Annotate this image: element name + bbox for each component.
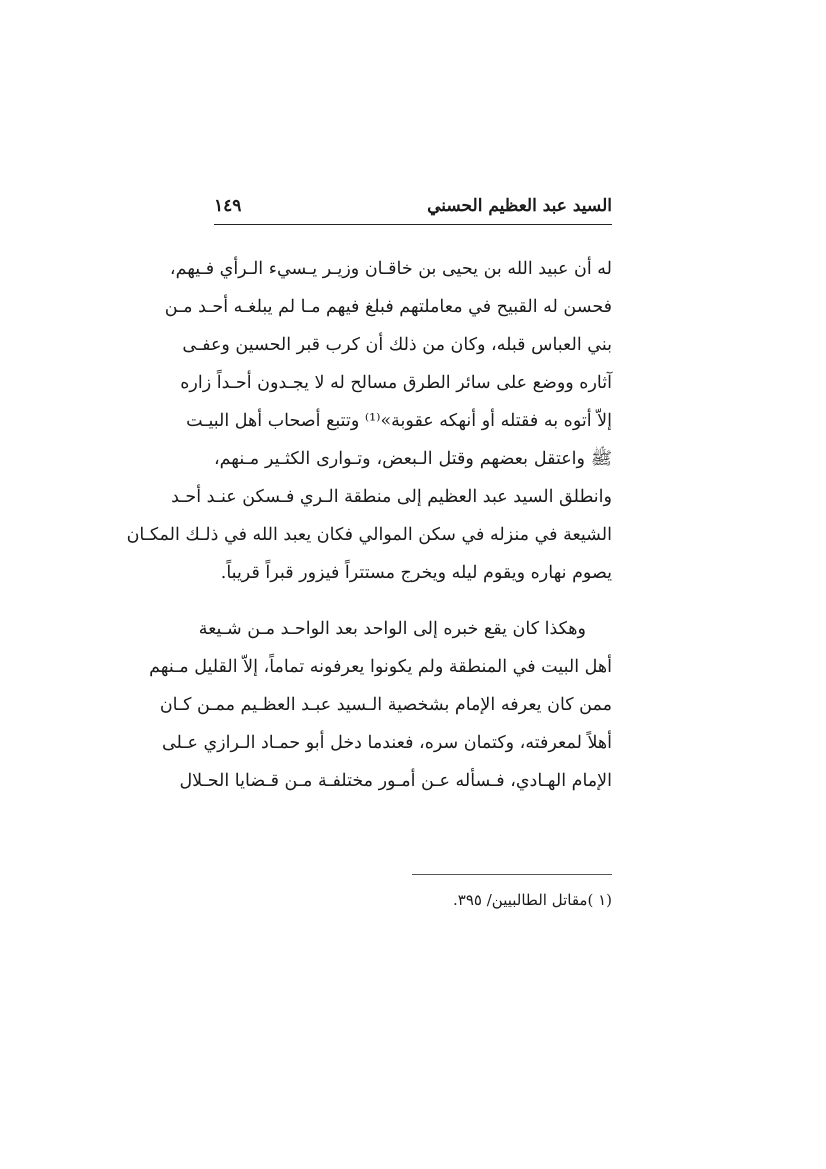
text-line: أهل البيت في المنطقة ولم يكونوا يعرفونه تماماً، إلاّ القليل مـنهم [149, 657, 612, 677]
text-line: إلاّ أتوه به فقتله أو أنهكه عقوبة»⁽¹⁾ وتتبع أصحاب أهل البيـت [186, 411, 612, 431]
paragraph-gap [214, 592, 612, 610]
footnote-rule [412, 874, 612, 875]
text-line: ﷺ واعتقل بعضهم وقتل الـبعض، وتـوارى الكثـير مـنهم، [214, 449, 612, 469]
page-header [214, 192, 612, 222]
text-line: فحسن له القبيح في معاملتهم فبلغ فيهم مـا لم يبلغـه أحـد مـن [164, 297, 612, 317]
text-line: الإمام الهـادي، فـسأله عـن أمـور مختلفـة مـن قـضايا الحـلال [179, 771, 612, 791]
paragraph-1 [126, 250, 612, 592]
paragraph-2 [149, 610, 612, 800]
text-line: وهكذا كان يقع خبره إلى الواحد بعد الواحـد مـن شـيعة [198, 619, 586, 639]
footnote: (١ )مقاتل الطالبيين/ ٣٩٥. [453, 891, 612, 909]
text-line: ممن كان يعرفه الإمام بشخصية الـسيد عبـد العظـيم ممـن كـان [159, 695, 612, 715]
main-text [126, 250, 612, 800]
text-line: يصوم نهاره ويقوم ليله ويخرج مستتراً فيزور قبراً قريباً. [220, 563, 612, 583]
text-line: وانطلق السيد عبد العظيم إلى منطقة الـري فـسكن عنـد أحـد [171, 487, 612, 507]
page-number: ١٤٩ [214, 196, 242, 216]
text-line: الشيعة في منزله في سكن الموالي فكان يعبد الله في ذلـك المكـان [126, 525, 612, 545]
header-rule [214, 224, 612, 225]
running-title: السيد عبد العظيم الحسني [427, 196, 612, 216]
text-line: بني العباس قبله، وكان من ذلك أن كرب قبر الحسين وعفـى [182, 335, 612, 355]
text-line: أهلاً لمعرفته، وكتمان سره، فعندما دخل أبو حمـاد الـرازي عـلى [161, 733, 612, 753]
text-line: له أن عبيد الله بن يحيى بن خاقـان وزيـر يـسيء الـرأي فـيهم، [169, 259, 612, 279]
text-line: آثاره ووضع على سائر الطرق مسالح له لا يجـدون أحـداً زاره [180, 373, 612, 393]
